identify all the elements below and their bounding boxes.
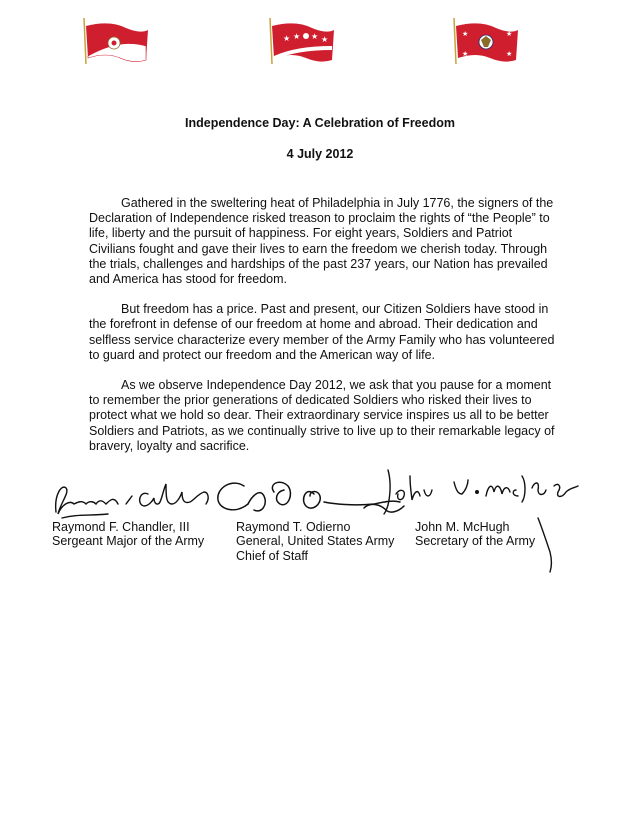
paragraph: Gathered in the sweltering heat of Philadelphia in July 1776, the signers of the Declaration of Independence risked treason to proclaim the rights of “the People” to life, liberty and the pursuit of happiness. For eight years, Soldiers and Patriot Civilians fought and gave their lives to earn the freedom we cherish today. Through the trials, challenges and hardships of the past 237 years, our Nation has prevailed and America has stood for freedom. [89, 196, 554, 287]
letter-body [89, 196, 559, 469]
svg-text:★: ★ [462, 30, 469, 38]
signer-title: General, United States Army [236, 534, 395, 549]
odierno-signature [214, 474, 410, 522]
signer-mchugh [415, 520, 535, 549]
svg-text:★: ★ [293, 32, 301, 41]
sergeant-major-flag-icon [80, 16, 152, 66]
svg-text:★: ★ [311, 32, 319, 41]
svg-text:★: ★ [462, 50, 469, 58]
svg-text:★: ★ [321, 35, 329, 44]
signer-chandler [52, 520, 204, 549]
secretary-of-the-army-flag [450, 16, 522, 66]
signer-name: Raymond F. Chandler, III [52, 520, 190, 534]
chief-of-staff-flag [266, 16, 338, 66]
secretary-flag-icon [450, 16, 522, 66]
signer-name: John M. McHugh [415, 520, 510, 534]
document-title: Independence Day: A Celebration of Freedom [185, 116, 455, 130]
paragraph: As we observe Independence Day 2012, we ask that you pause for a moment to remember the prior generations of dedicated Soldiers who risked their lives to protect what we hold so dear. Their extraordinary service inspires us all to be better Soldiers and Patriots, as we continually strive to live up to their remarkable legacy of bravery, loyalty and sacrifice. [89, 378, 555, 453]
signer-odierno [236, 520, 394, 563]
svg-text:★: ★ [506, 50, 513, 58]
chief-of-staff-flag-icon [266, 16, 338, 66]
svg-text:★: ★ [506, 30, 513, 38]
signer-title: Chief of Staff [236, 548, 309, 563]
sergeant-major-flag [80, 16, 152, 66]
signer-title: Sergeant Major of the Army [52, 534, 205, 549]
svg-text:★: ★ [283, 34, 291, 43]
signer-name: Raymond T. Odierno [236, 520, 351, 534]
document-date: 4 July 2012 [286, 147, 354, 161]
paragraph: But freedom has a price. Past and present, our Citizen Soldiers have stood in the forefront in defense of our freedom at home and abroad. Their dedication and selfless service characterize every member of the Army Family who has volunteered to guard and protect our freedom and the American way of life. [89, 302, 555, 362]
chandler-signature [48, 474, 220, 522]
signer-title: Secretary of the Army [415, 534, 536, 549]
